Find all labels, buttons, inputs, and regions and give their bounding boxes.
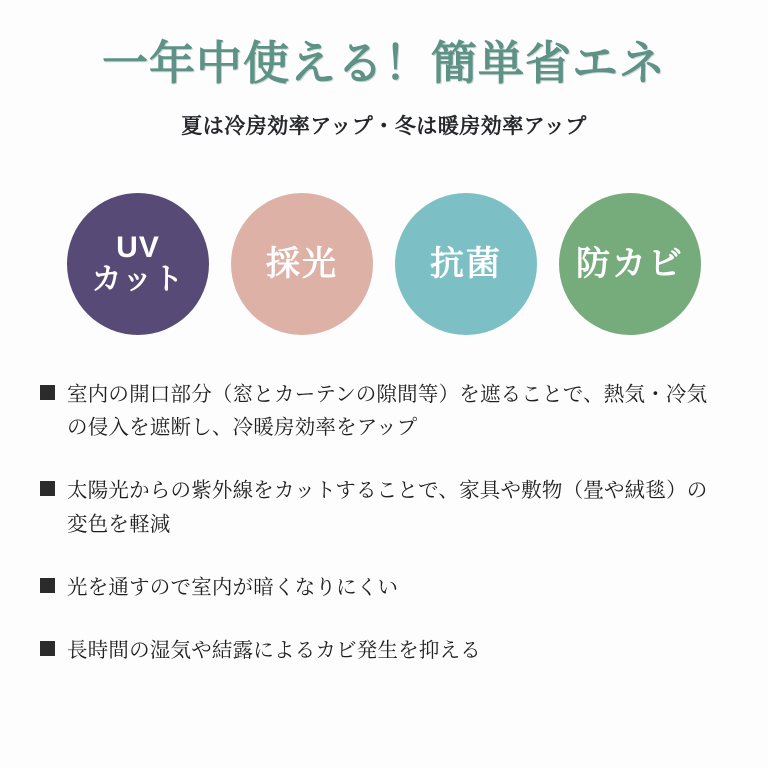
- page-title: 一年中使える！簡単省エネ: [102, 37, 666, 89]
- feature-badge-daylight: [231, 193, 373, 335]
- feature-badge-uv-cut: [67, 193, 209, 335]
- square-bullet-icon: [40, 385, 55, 400]
- feature-badge-uv-cut-line2: カット: [91, 263, 185, 296]
- list-item-text: 光を通すので室内が暗くなりにくい: [67, 575, 399, 599]
- page-subtitle: 夏は冷房効率アップ・冬は暖房効率アップ: [181, 115, 587, 138]
- list-item: [40, 378, 740, 444]
- feature-badge-daylight-label: 採光: [266, 244, 338, 283]
- square-bullet-icon: [40, 641, 55, 656]
- list-item: [40, 474, 740, 540]
- list-item-text: 長時間の湿気や結露によるカビ発生を抑える: [67, 639, 481, 663]
- feature-badge-group: [0, 193, 768, 335]
- list-item: [40, 571, 740, 604]
- list-item: [40, 634, 740, 667]
- list-item-text: 太陽光からの紫外線をカットすることで、家具や敷物（畳や絨毯）の変色を軽減: [67, 479, 708, 536]
- square-bullet-icon: [40, 578, 55, 593]
- feature-badge-antimold: [559, 193, 701, 335]
- list-item-text: 室内の開口部分（窓とカーテンの隙間等）を遮ることで、熱気・冷気の侵入を遮断し、冷暖房効率をアップ: [67, 383, 708, 440]
- feature-badge-antimold-label: 防カビ: [576, 244, 684, 283]
- square-bullet-icon: [40, 481, 55, 496]
- feature-badge-antibacterial-label: 抗菌: [430, 244, 502, 283]
- feature-badge-antibacterial: [395, 193, 537, 335]
- feature-list: [40, 378, 740, 693]
- feature-badge-uv-cut-line1: UV: [116, 230, 160, 264]
